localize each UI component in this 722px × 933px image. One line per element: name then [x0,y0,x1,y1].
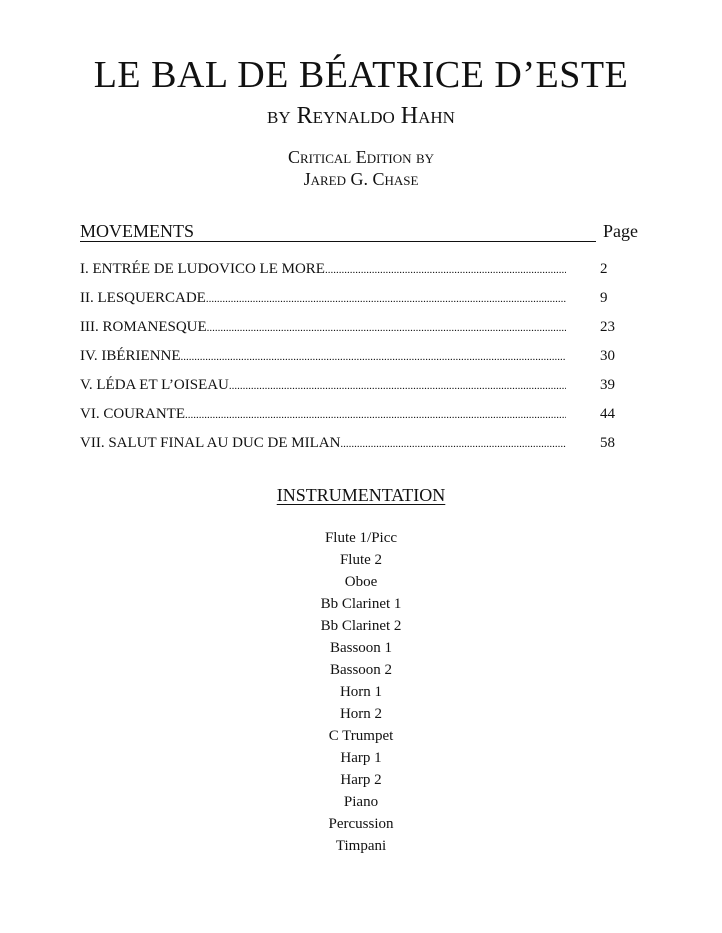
movement-title: II. LESQUERCADE [80,290,206,306]
movement-page: 30 [600,348,615,364]
movement-title: I. ENTRÉE DE LUDOVICO LE MORE [80,261,325,277]
instrumentation-heading: INSTRUMENTATION [276,485,446,505]
movement-title: V. LÉDA ET L’OISEAU [80,377,229,393]
instrument-item: Harp 2 [340,772,382,788]
movement-title: VI. COURANTE [80,406,185,422]
movement-row [80,316,640,345]
edition-editor: Jared G. Chase [303,169,419,189]
movement-page: 23 [600,319,615,335]
instrument-item: Flute 2 [339,552,383,568]
dot-leader [340,433,566,455]
movement-page: 2 [600,261,608,277]
dot-leader [206,288,566,310]
movement-row [80,403,640,432]
edition-line-1: Critical Edition by [287,147,435,167]
page-column-heading: Page [603,221,638,241]
movement-row [80,374,640,403]
movement-page: 44 [600,406,615,422]
instrument-item: C Trumpet [328,728,394,744]
instrument-item: Bb Clarinet 2 [320,618,402,634]
dot-leader [207,317,566,339]
instrument-item: Bb Clarinet 1 [320,596,402,612]
movement-title: III. ROMANESQUE [80,319,207,335]
edition-credit [0,146,722,190]
movements-list [80,258,640,461]
instrument-item: Flute 1/Picc [324,530,398,546]
dot-leader [181,346,566,368]
movement-page: 58 [600,435,615,451]
instrument-item: Horn 1 [339,684,383,700]
movement-page: 39 [600,377,615,393]
movements-header [80,220,640,244]
dot-leader [229,375,566,397]
instrument-list [0,527,722,857]
instrument-item: Bassoon 2 [329,662,393,678]
instrument-item: Oboe [344,574,378,590]
movement-title: IV. IBÉRIENNE [80,348,181,364]
movement-row [80,432,640,461]
composer-subtitle: by Reynaldo Hahn [267,103,455,129]
dot-leader [185,404,566,426]
movement-row [80,258,640,287]
instrument-item: Bassoon 1 [329,640,393,656]
document-title: LE BAL DE BÉATRICE D’ESTE [93,54,629,96]
instrument-item: Harp 1 [340,750,382,766]
movement-title: VII. SALUT FINAL AU DUC DE MILAN [80,435,341,451]
instrument-item: Percussion [328,816,394,832]
movements-heading: MOVEMENTS [80,221,195,241]
movement-row [80,345,640,374]
instrument-item: Piano [343,794,379,810]
instrument-item: Timpani [335,838,387,854]
header-underline [80,241,596,242]
movement-row [80,287,640,316]
instrument-item: Horn 2 [339,706,383,722]
instrumentation-section [0,484,722,506]
dot-leader [325,259,566,281]
movement-page: 9 [600,290,608,306]
